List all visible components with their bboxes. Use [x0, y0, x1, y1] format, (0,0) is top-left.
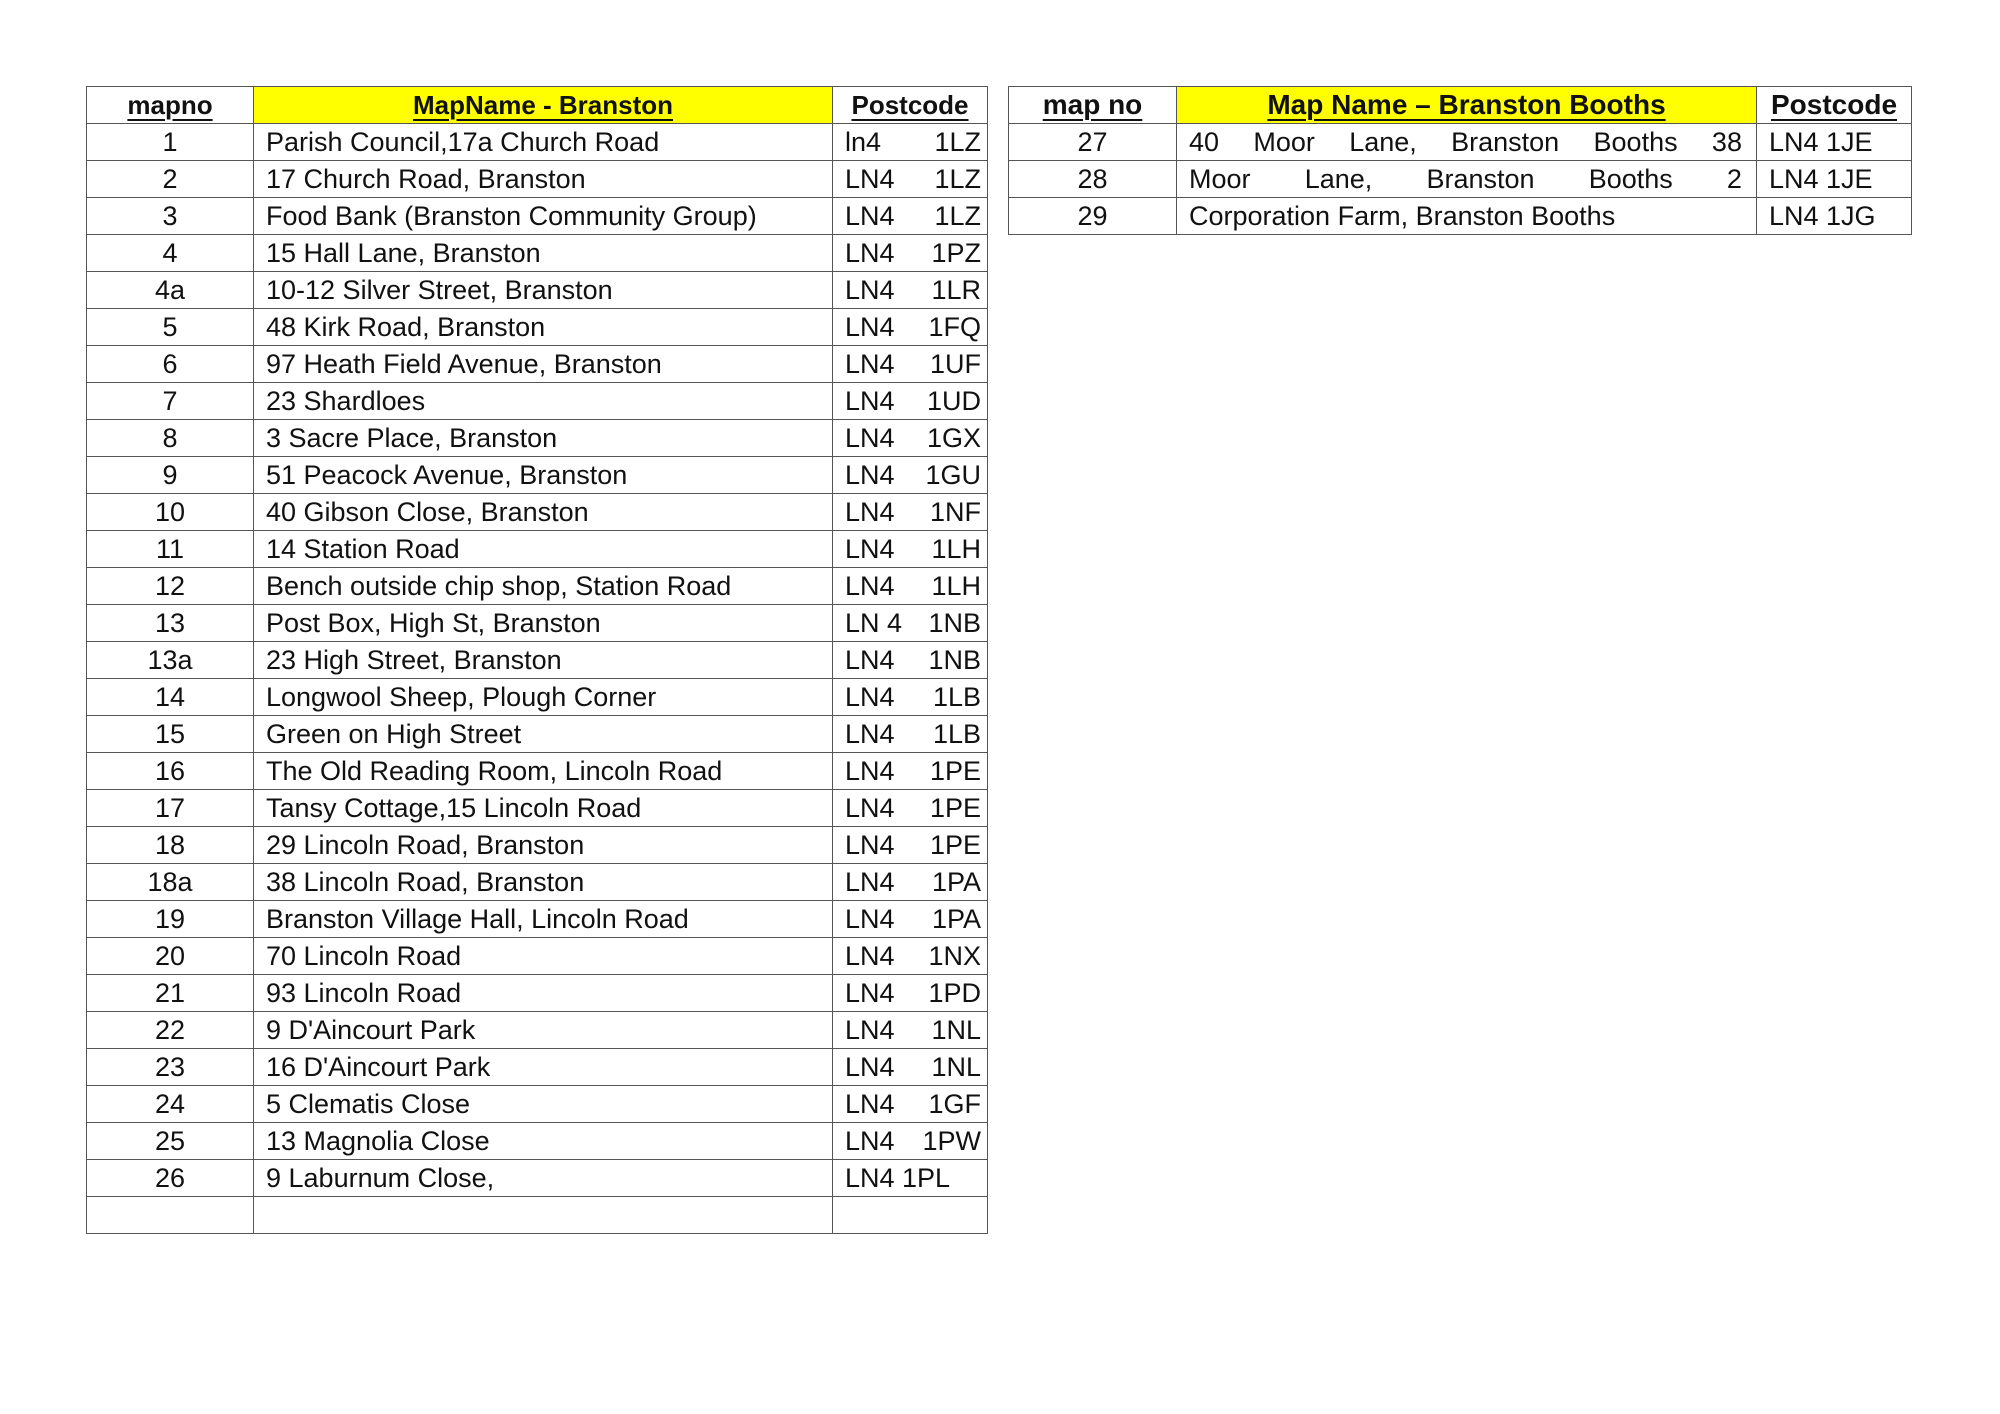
map-name-cell: 3 Sacre Place, Branston [254, 420, 833, 457]
postcode-outward: LN4 [845, 385, 895, 416]
postcode-cell [833, 383, 988, 420]
table-row [87, 198, 988, 235]
map-number-cell: 7 [87, 383, 254, 420]
map-name-cell: 17 Church Road, Branston [254, 161, 833, 198]
table-row [87, 457, 988, 494]
table-row [87, 938, 988, 975]
postcode-inward: 1NB [928, 644, 981, 675]
header-mapname-branston: MapName - Branston [254, 87, 833, 124]
map-name-cell: 93 Lincoln Road [254, 975, 833, 1012]
postcode-value [845, 681, 981, 712]
postcode-inward: 1NX [928, 940, 981, 971]
postcode-outward: LN4 [845, 533, 895, 564]
postcode-cell [833, 1160, 988, 1197]
map-number-cell: 26 [87, 1160, 254, 1197]
table-row [87, 901, 988, 938]
map-number-cell: 28 [1009, 161, 1177, 198]
map-name-cell: 5 Clematis Close [254, 1086, 833, 1123]
postcode-value [845, 829, 981, 860]
table-row [1009, 161, 1912, 198]
header-mapname-booths: Map Name – Branston Booths [1177, 87, 1757, 124]
postcode-inward: 1PW [922, 1125, 981, 1156]
map-name-cell: 9 Laburnum Close, [254, 1160, 833, 1197]
map-name-cell: 70 Lincoln Road [254, 938, 833, 975]
map-number-cell: 13 [87, 605, 254, 642]
postcode-value [845, 496, 981, 527]
postcode-outward: LN4 [845, 348, 895, 379]
map-name-value [1189, 164, 1742, 195]
postcode-inward: 1NB [928, 607, 981, 638]
map-number-cell: 9 [87, 457, 254, 494]
map-number-cell: 1 [87, 124, 254, 161]
postcode-value [845, 348, 981, 379]
postcode-value [845, 1088, 981, 1119]
table-row [87, 309, 988, 346]
map-name-cell [1177, 161, 1757, 198]
map-number-cell: 29 [1009, 198, 1177, 235]
postcode-inward: 1PE [929, 755, 981, 786]
postcode-cell [833, 938, 988, 975]
map-name-cell: 9 D'Aincourt Park [254, 1012, 833, 1049]
postcode-value [845, 1162, 981, 1193]
postcode-outward: LN4 [845, 200, 895, 231]
map-name-cell [1177, 198, 1757, 235]
postcode-inward: 1LB [932, 681, 981, 712]
postcode-value [845, 385, 981, 416]
postcode-outward: LN4 [845, 570, 895, 601]
postcode-cell [833, 494, 988, 531]
table-row [87, 235, 988, 272]
postcode-outward: LN4 [845, 866, 895, 897]
postcode-outward: LN4 [845, 792, 895, 823]
header-postcode: Postcode [1757, 87, 1912, 124]
map-number-cell: 17 [87, 790, 254, 827]
postcode-outward: LN4 [845, 829, 895, 860]
map-name-word: Moor [1189, 163, 1251, 194]
map-name-cell: 97 Heath Field Avenue, Branston [254, 346, 833, 383]
map-name-word: Booths [1588, 163, 1673, 194]
postcode-outward: LN4 [845, 496, 895, 527]
map-name-word: 40 [1189, 126, 1220, 157]
map-name-cell [254, 1197, 833, 1234]
postcode-value [845, 200, 981, 231]
postcode-value [845, 866, 981, 897]
postcode-cell [833, 161, 988, 198]
postcode-cell [833, 1123, 988, 1160]
postcode-value [845, 126, 981, 157]
postcode-cell [833, 605, 988, 642]
map-name-word: Lane, [1349, 126, 1417, 157]
postcode-inward: 1NL [931, 1014, 981, 1045]
booths-table-body [1009, 124, 1912, 235]
branston-table [86, 86, 988, 1234]
postcode-cell [833, 568, 988, 605]
table-row [87, 605, 988, 642]
postcode-outward: LN4 [845, 903, 895, 934]
postcode-cell [833, 901, 988, 938]
map-name-word: Branston [1451, 126, 1560, 157]
postcode-cell [833, 1086, 988, 1123]
postcode-inward: 1PZ [931, 237, 981, 268]
postcode-cell [833, 827, 988, 864]
postcode-outward: LN4 [845, 644, 895, 675]
map-name-cell: Post Box, High St, Branston [254, 605, 833, 642]
postcode-outward: LN4 [845, 311, 895, 342]
map-name-cell: 48 Kirk Road, Branston [254, 309, 833, 346]
map-name-cell: 23 Shardloes [254, 383, 833, 420]
postcode-inward: 1GF [928, 1088, 981, 1119]
map-name-cell: Longwool Sheep, Plough Corner [254, 679, 833, 716]
table-row [87, 642, 988, 679]
map-name-cell: The Old Reading Room, Lincoln Road [254, 753, 833, 790]
map-number-cell: 20 [87, 938, 254, 975]
header-postcode: Postcode [833, 87, 988, 124]
postcode-inward: 1LZ [934, 126, 981, 157]
postcode-outward: LN4 [845, 718, 895, 749]
postcode-outward: LN4 1PL [845, 1162, 951, 1193]
map-number-cell: 13a [87, 642, 254, 679]
postcode-inward: 1FQ [928, 311, 981, 342]
postcode-value [845, 459, 981, 490]
map-number-cell: 24 [87, 1086, 254, 1123]
postcode-inward: 1LR [931, 274, 981, 305]
map-number-cell: 25 [87, 1123, 254, 1160]
postcode-inward: 1LH [931, 533, 981, 564]
postcode-cell [833, 975, 988, 1012]
postcode-outward: LN4 [845, 1014, 895, 1045]
postcode-value [845, 977, 981, 1008]
map-name-cell: 38 Lincoln Road, Branston [254, 864, 833, 901]
table-row [87, 346, 988, 383]
postcode-cell [833, 309, 988, 346]
table-row [87, 1197, 988, 1234]
postcode-cell: LN4 1JE [1757, 161, 1912, 198]
postcode-outward: LN 4 [845, 607, 903, 638]
map-number-cell: 12 [87, 568, 254, 605]
postcode-cell [833, 272, 988, 309]
postcode-cell [833, 531, 988, 568]
map-name-word: Moor [1253, 126, 1315, 157]
map-number-cell: 19 [87, 901, 254, 938]
postcode-inward: 1PE [929, 829, 981, 860]
map-number-cell: 3 [87, 198, 254, 235]
postcode-value [845, 1125, 981, 1156]
table-row [87, 1012, 988, 1049]
postcode-cell [833, 1049, 988, 1086]
map-number-cell: 5 [87, 309, 254, 346]
booths-header-row [1009, 87, 1912, 124]
postcode-outward: LN4 [845, 1125, 895, 1156]
table-row [87, 494, 988, 531]
table-row [87, 531, 988, 568]
branston-table-body [87, 124, 988, 1234]
postcode-outward: LN4 [845, 940, 895, 971]
table-row [87, 1049, 988, 1086]
postcode-outward: LN4 [845, 422, 895, 453]
postcode-value [845, 570, 981, 601]
postcode-cell [833, 124, 988, 161]
table-row [87, 1160, 988, 1197]
map-number-cell: 4a [87, 272, 254, 309]
postcode-outward: ln4 [845, 126, 882, 157]
postcode-inward: 1LZ [934, 200, 981, 231]
map-name-cell: 13 Magnolia Close [254, 1123, 833, 1160]
postcode-value [845, 718, 981, 749]
postcode-value [845, 422, 981, 453]
postcode-outward: LN4 [845, 977, 895, 1008]
map-number-cell: 14 [87, 679, 254, 716]
postcode-cell [833, 420, 988, 457]
map-number-cell: 4 [87, 235, 254, 272]
map-number-cell: 11 [87, 531, 254, 568]
postcode-cell [833, 790, 988, 827]
table-row [87, 827, 988, 864]
table-row [87, 716, 988, 753]
map-number-cell: 18a [87, 864, 254, 901]
table-row [87, 161, 988, 198]
postcode-inward: 1LB [932, 718, 981, 749]
map-name-cell: 14 Station Road [254, 531, 833, 568]
table-row [87, 975, 988, 1012]
postcode-cell [833, 1197, 988, 1234]
postcode-cell [833, 864, 988, 901]
map-name-cell: Parish Council,17a Church Road [254, 124, 833, 161]
map-number-cell: 18 [87, 827, 254, 864]
postcode-inward: 1UD [926, 385, 981, 416]
postcode-cell [833, 457, 988, 494]
postcode-cell [833, 753, 988, 790]
postcode-value [845, 607, 981, 638]
postcode-cell: LN4 1JE [1757, 124, 1912, 161]
postcode-value [845, 1051, 981, 1082]
postcode-inward: 1PE [929, 792, 981, 823]
postcode-outward: LN4 [845, 237, 895, 268]
map-number-cell: 27 [1009, 124, 1177, 161]
branston-header-row [87, 87, 988, 124]
postcode-inward: 1LH [931, 570, 981, 601]
map-name-cell: Branston Village Hall, Lincoln Road [254, 901, 833, 938]
postcode-cell [833, 198, 988, 235]
map-name-cell: 29 Lincoln Road, Branston [254, 827, 833, 864]
map-number-cell [87, 1197, 254, 1234]
map-number-cell: 16 [87, 753, 254, 790]
map-name-value [1189, 201, 1742, 232]
table-row [87, 383, 988, 420]
map-name-word: Corporation Farm, Branston Booths [1189, 200, 1616, 231]
postcode-cell [833, 346, 988, 383]
header-mapno: mapno [87, 87, 254, 124]
postcode-value [845, 755, 981, 786]
map-number-cell: 10 [87, 494, 254, 531]
postcode-inward: 1PA [931, 903, 981, 934]
postcode-inward: 1NF [929, 496, 981, 527]
map-name-cell: Green on High Street [254, 716, 833, 753]
map-name-word: Booths [1593, 126, 1678, 157]
header-map-no: map no [1009, 87, 1177, 124]
postcode-inward: 1LZ [934, 163, 981, 194]
table-row [1009, 198, 1912, 235]
map-name-cell: 10-12 Silver Street, Branston [254, 272, 833, 309]
postcode-value [845, 163, 981, 194]
map-name-cell: Bench outside chip shop, Station Road [254, 568, 833, 605]
postcode-cell [833, 716, 988, 753]
postcode-cell [833, 235, 988, 272]
table-row [1009, 124, 1912, 161]
map-name-cell: 15 Hall Lane, Branston [254, 235, 833, 272]
map-name-word: Lane, [1304, 163, 1373, 194]
map-name-word: Branston [1426, 163, 1535, 194]
table-row [87, 124, 988, 161]
postcode-inward: 1GU [925, 459, 981, 490]
map-name-cell: 51 Peacock Avenue, Branston [254, 457, 833, 494]
postcode-outward: LN4 [845, 755, 895, 786]
postcode-outward: LN4 [845, 459, 895, 490]
table-row [87, 272, 988, 309]
table-row [87, 420, 988, 457]
map-name-word: 2 [1726, 163, 1742, 194]
map-name-cell [1177, 124, 1757, 161]
postcode-value [845, 237, 981, 268]
map-number-cell: 22 [87, 1012, 254, 1049]
table-row [87, 864, 988, 901]
postcode-inward: 1UF [929, 348, 981, 379]
postcode-value [845, 903, 981, 934]
map-name-cell: Tansy Cottage,15 Lincoln Road [254, 790, 833, 827]
table-row [87, 790, 988, 827]
postcode-cell: LN4 1JG [1757, 198, 1912, 235]
map-name-word: 38 [1711, 126, 1742, 157]
map-number-cell: 2 [87, 161, 254, 198]
postcode-inward: 1GX [926, 422, 981, 453]
table-row [87, 679, 988, 716]
postcode-outward: LN4 [845, 163, 895, 194]
postcode-inward: 1PA [931, 866, 981, 897]
postcode-outward: LN4 [845, 274, 895, 305]
map-number-cell: 8 [87, 420, 254, 457]
postcode-value [845, 940, 981, 971]
postcode-value [845, 274, 981, 305]
postcode-value [845, 533, 981, 564]
postcode-inward: 1PD [928, 977, 981, 1008]
map-name-cell: Food Bank (Branston Community Group) [254, 198, 833, 235]
map-number-cell: 15 [87, 716, 254, 753]
branston-booths-table [1008, 86, 1912, 235]
map-number-cell: 6 [87, 346, 254, 383]
postcode-outward: LN4 [845, 1088, 895, 1119]
postcode-inward: 1NL [931, 1051, 981, 1082]
postcode-outward: LN4 [845, 681, 895, 712]
postcode-cell [833, 679, 988, 716]
postcode-outward: LN4 [845, 1051, 895, 1082]
map-name-cell: 40 Gibson Close, Branston [254, 494, 833, 531]
map-name-value [1189, 127, 1742, 158]
table-row [87, 1123, 988, 1160]
table-row [87, 568, 988, 605]
map-number-cell: 21 [87, 975, 254, 1012]
postcode-value [845, 792, 981, 823]
postcode-value [845, 644, 981, 675]
postcode-cell [833, 642, 988, 679]
map-number-cell: 23 [87, 1049, 254, 1086]
postcode-value [845, 311, 981, 342]
map-name-cell: 23 High Street, Branston [254, 642, 833, 679]
postcode-cell [833, 1012, 988, 1049]
table-row [87, 1086, 988, 1123]
table-row [87, 753, 988, 790]
postcode-value [845, 1014, 981, 1045]
map-name-cell: 16 D'Aincourt Park [254, 1049, 833, 1086]
